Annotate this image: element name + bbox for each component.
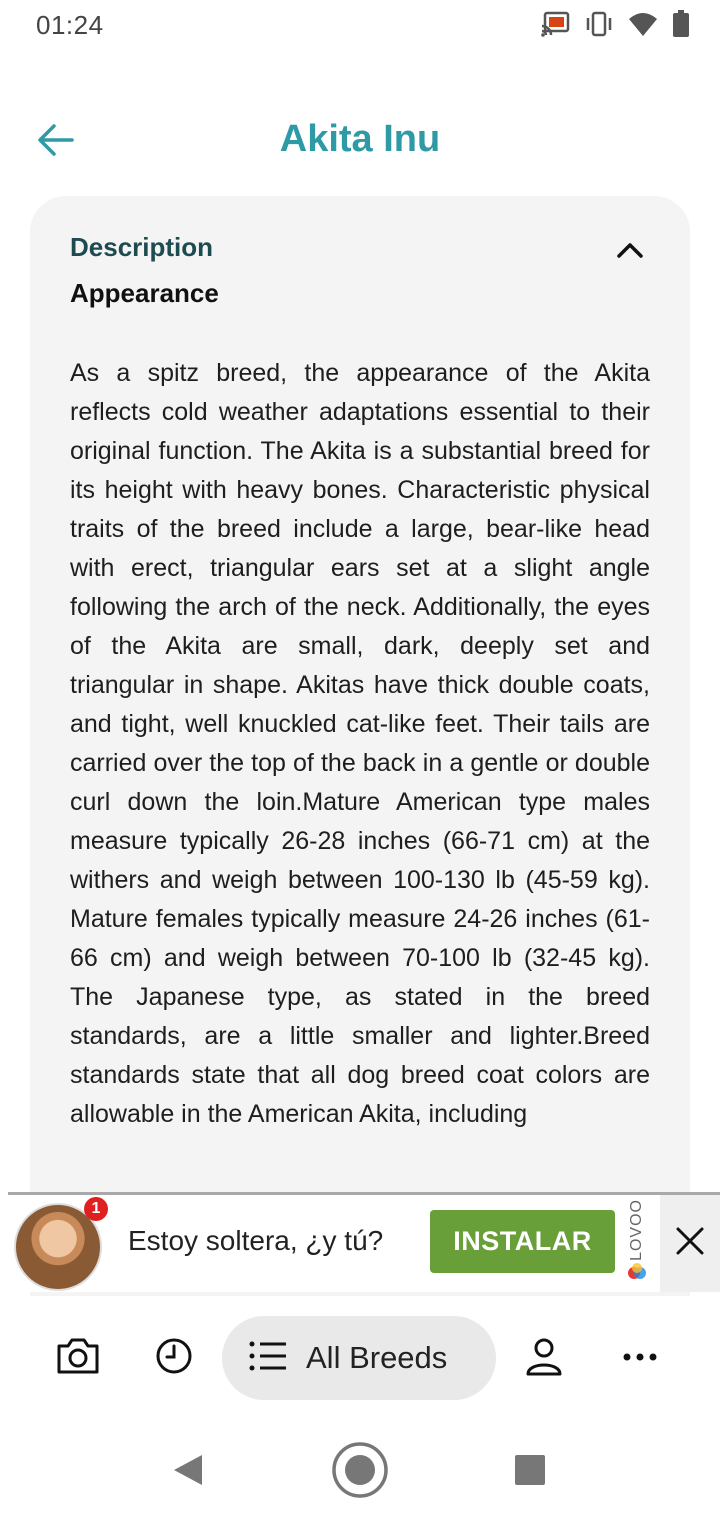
battery-icon [672,10,690,38]
ad-brand [626,1199,648,1291]
system-back-button[interactable] [158,1442,218,1502]
status-icons [540,10,690,38]
cast-icon [540,11,570,37]
nav-camera-button[interactable] [48,1328,108,1388]
ad-brand-logo-icon [627,1261,647,1286]
ad-text: Estoy soltera, ¿y tú? [128,1225,384,1256]
collapse-button[interactable] [610,232,650,272]
description-card [30,196,690,1296]
nav-more-button[interactable] [610,1328,670,1388]
nav-profile-button[interactable] [514,1328,574,1388]
header [0,100,720,184]
ad-install-button[interactable]: INSTALAR [430,1210,615,1273]
ad-banner[interactable] [8,1192,720,1292]
page-title: Akita Inu [279,118,441,160]
history-icon [154,1336,194,1381]
ad-brand-text: LOVOO [628,1199,645,1261]
system-recents-button[interactable] [500,1442,560,1502]
bottom-nav [0,1300,720,1420]
more-icon [622,1349,658,1367]
profile-icon [524,1336,564,1381]
ad-close-button[interactable] [660,1195,720,1292]
nav-all-breeds-label: All Breeds [306,1340,448,1375]
description-text: As a spitz breed, the appearance of the Akita reflects cold weather adaptations essential to their original function. The Akita is a substantial breed for its height with heavy bones. Characteristic physical traits of the breed include a large, bear-like head with erect, triangular ears set at a slight angle following the arch of the neck. Additionally, the eyes of the Akita are small, dark, deeply set and triangular in shape. Akitas have thick double coats, and tight, well knuckled cat-like feet. Their tails are carried over the top of the back in a gentle or double curl down the loin.Mature American type males measure typically 26-28 inches (66-71 cm) at the withers and weigh between 100-130 lb (45-59 kg). Mature females typically measure 24-26 inches (61-66 cm) and weigh between 70-100 lb (32-45 kg). The Japanese type, as stated in the breed standards, are a little smaller and lighter.Breed standards state that all dog breed coat colors are allowable in the American Akita, including [70,359,650,1128]
back-triangle-icon [172,1453,204,1492]
status-bar [0,0,720,54]
appearance-subtitle: Appearance [70,278,219,308]
ad-notification-badge: 1 [84,1197,108,1221]
recents-square-icon [514,1454,546,1491]
section-title: Description [70,232,214,262]
system-nav [0,1420,720,1520]
list-icon [248,1339,288,1378]
home-circle-icon [331,1441,389,1504]
nav-history-button[interactable] [144,1328,204,1388]
description-header[interactable] [70,232,650,272]
nav-all-breeds-button[interactable] [222,1316,496,1400]
close-icon [675,1226,705,1261]
status-time: 01:24 [36,10,104,40]
chevron-up-icon [616,241,644,264]
camera-icon [55,1336,101,1381]
system-home-button[interactable] [330,1442,390,1502]
wifi-icon [628,11,658,37]
vibrate-icon [584,11,614,37]
